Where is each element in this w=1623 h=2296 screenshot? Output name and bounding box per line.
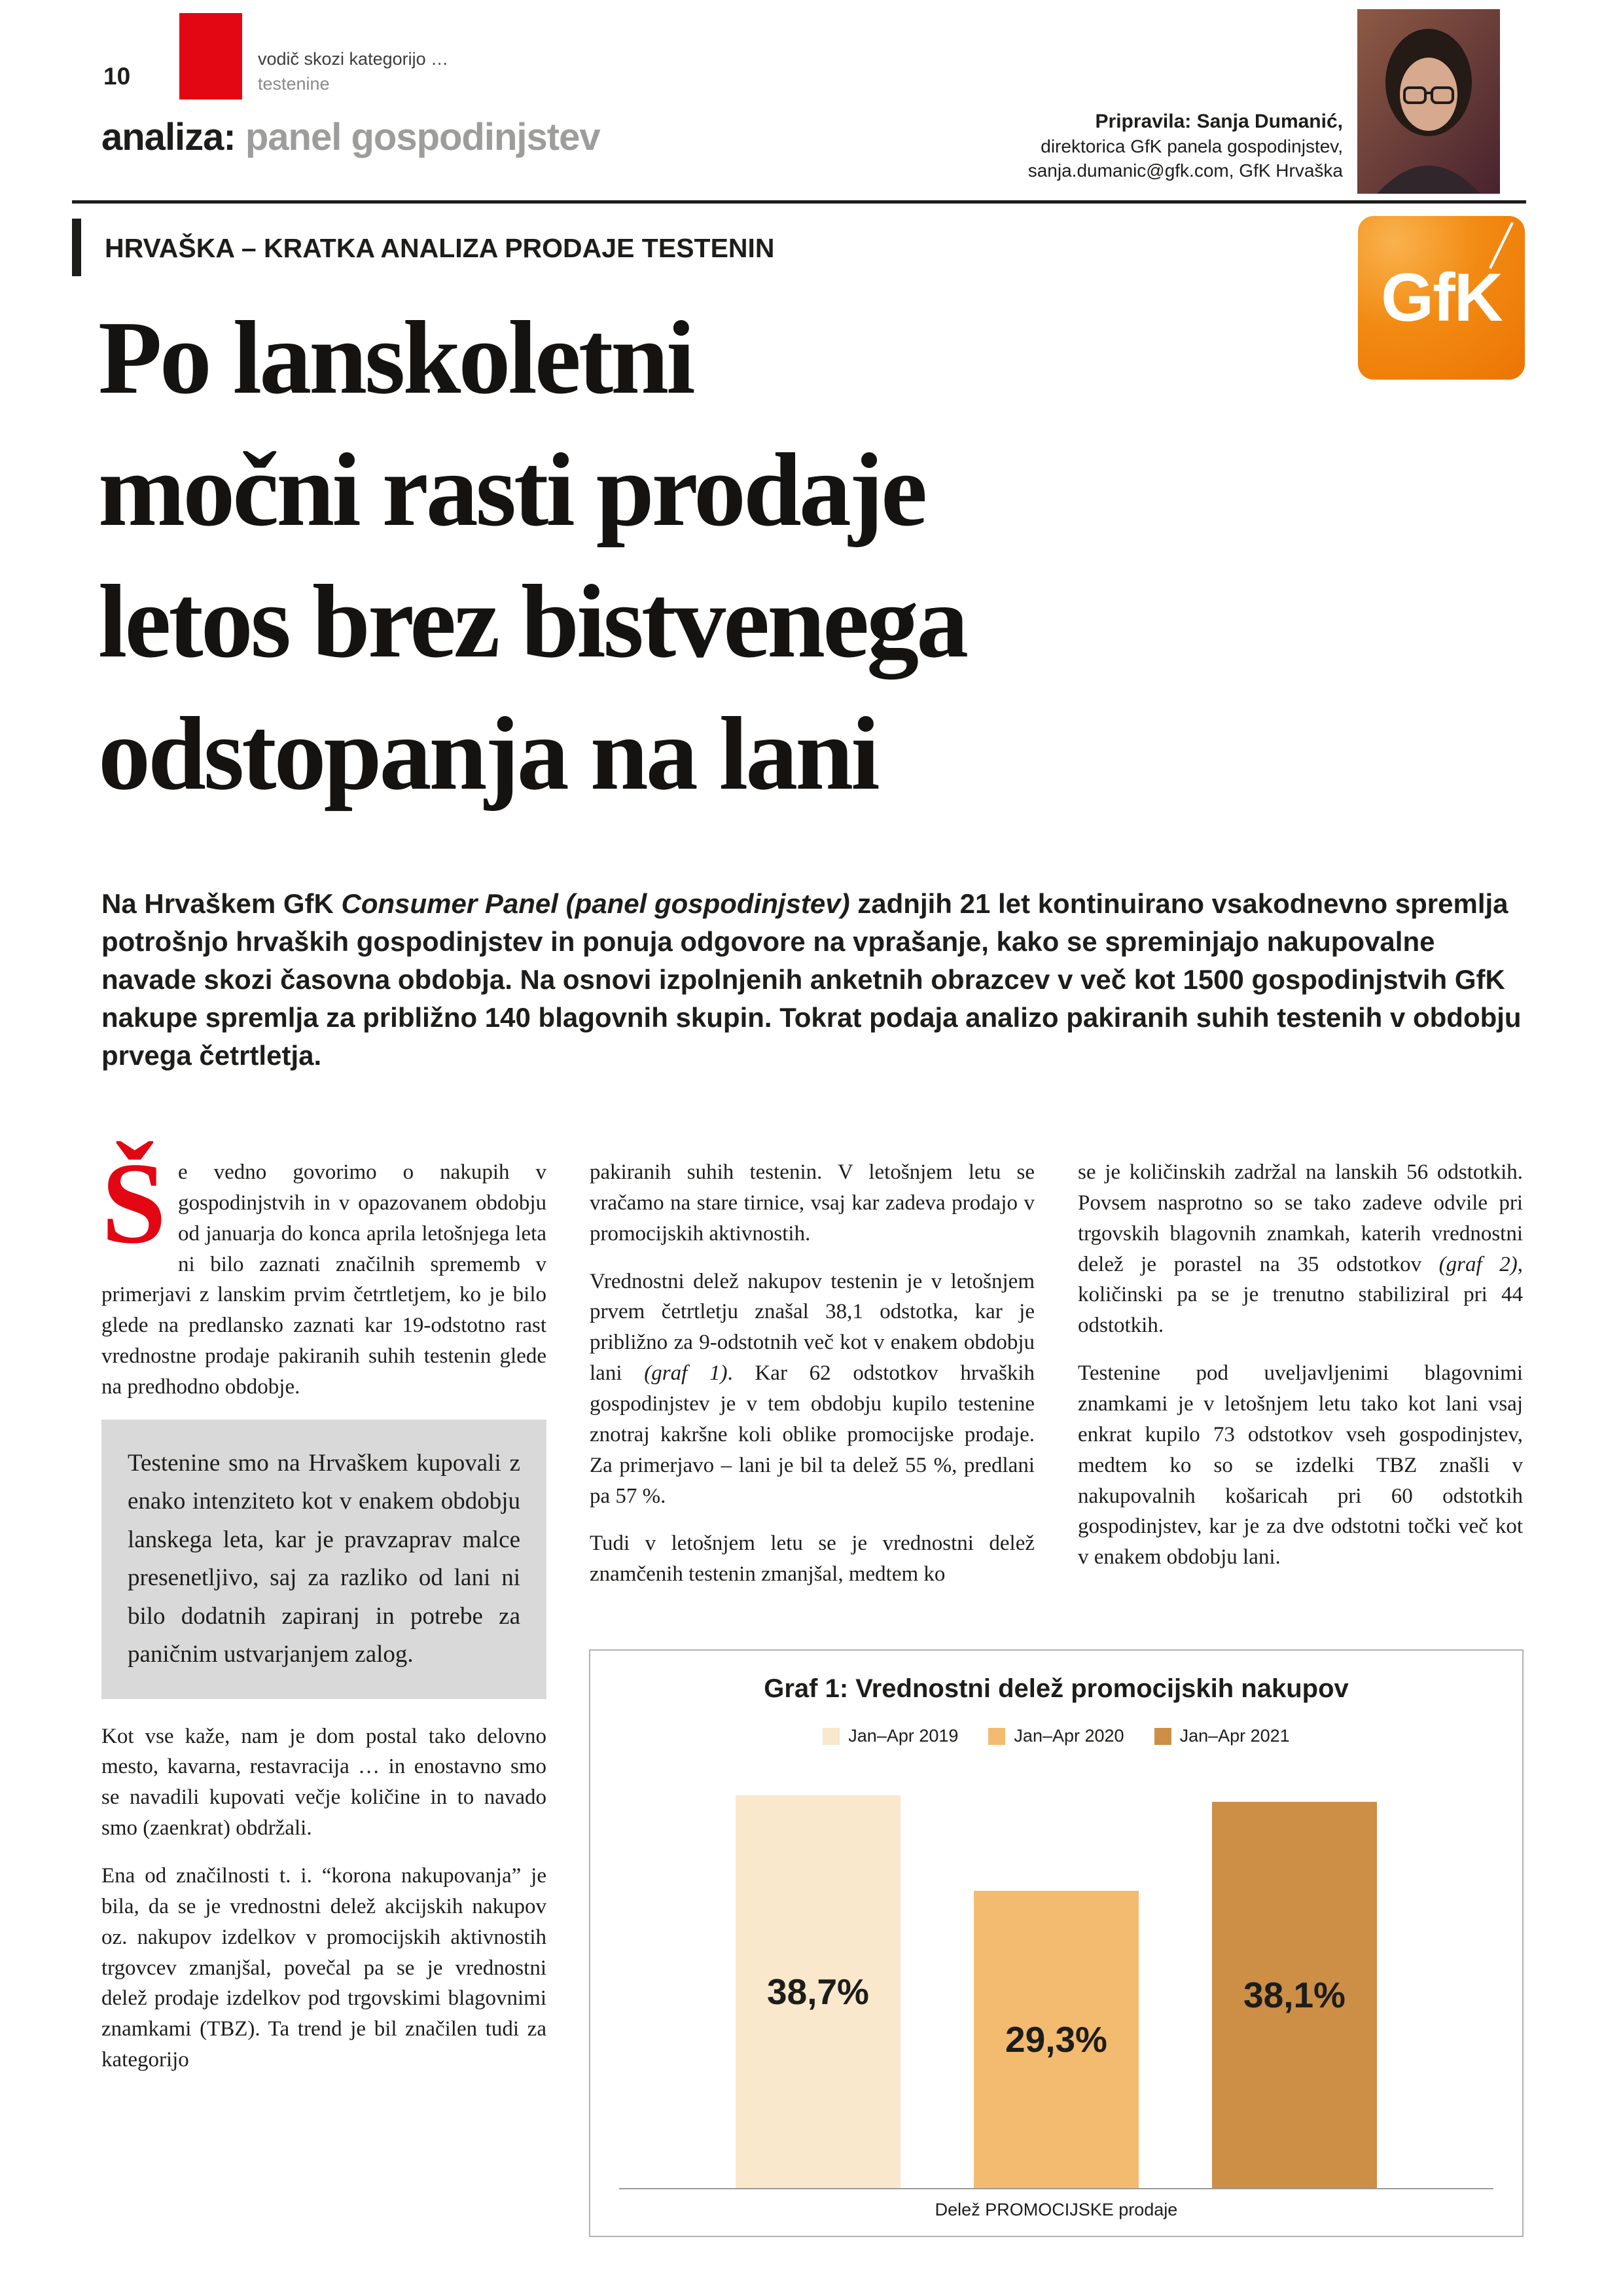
legend-swatch-icon: [1154, 1728, 1171, 1745]
legend-swatch-icon: [823, 1728, 840, 1745]
lead-italic-text: Consumer Panel (panel gospodinjstev): [341, 888, 850, 919]
legend-item: [988, 1726, 1124, 1746]
body-paragraph: pakiranih suhih testenin. V letošnjem letu se vračamo na stare tirnice, vsaj kar zadeva prodajo v promocijskih aktivnostih.: [590, 1160, 1035, 1246]
author-portrait-illustration: [1357, 9, 1500, 194]
article-lead: [101, 885, 1527, 1075]
legend-label: Jan–Apr 2019: [848, 1726, 959, 1746]
category-kicker-line2: testenine: [258, 73, 330, 94]
chart-bar: [736, 1795, 901, 2188]
byline-role: direktorica GfK panela gospodinjstev,: [1041, 135, 1343, 156]
chart-bar: [974, 1891, 1139, 2188]
author-photo: [1357, 9, 1500, 194]
body-paragraph: Testenine pod uveljavljenimi blagovnimi znamkami je v letošnjem letu tako kot lani vsaj enkrat kupilo 73 odstotkov vseh gospodinjstev, medtem ko so se izdelki TBZ znašli v nakupovalnih košaricah pri 60 odstotkih gospodinjstev, kar je za dve odstotni točki več kot v enakem obdobju lani.: [1078, 1361, 1523, 1570]
legend-label: Jan–Apr 2020: [1014, 1726, 1124, 1746]
chart-bar: [1212, 1802, 1377, 2188]
bar-value-label: 38,1%: [1243, 1974, 1346, 2015]
header-divider: [72, 200, 1526, 204]
paragraph-italic-text: (graf 1): [644, 1361, 728, 1386]
dropcap: Š: [101, 1138, 166, 1268]
page-number: 10: [103, 63, 131, 90]
pull-quote: Testenine smo na Hrvaškem kupovali z enako intenziteto kot v enakem obdobju lanskega leta, kar je pravzaprav malce presenetljivo, saj za razliko od lani ni bilo dodatnih zapiranj in potrebe za paničnim ustvarjanjem zalog.: [101, 1420, 546, 1699]
byline-author: Pripravila: Sanja Dumanić,: [1095, 111, 1343, 132]
section-title-main: analiza:: [101, 116, 236, 158]
paragraph-text: , količinski pa se je trenutno stabiliziral pri 44 odstotkih.: [1078, 1252, 1523, 1338]
chart-plot-area: [619, 1762, 1493, 2189]
body-paragraph: Kot vse kaže, nam je dom postal tako delovno mesto, kavarna, restavracija … in enostavno smo se navadili kupovati večje količine in to navado smo (zaenkrat) obdržali.: [101, 1724, 546, 1840]
kicker-accent-bar: [72, 219, 81, 276]
lead-text: zadnjih 21 let kontinuirano vsakodnevno spremlja potrošnjo hrvaških gospodinjstev in ponuja odgovore na vprašanje, kako se spreminjajo nakupovalne navade skozi časovna obdobja. Na osnovi izpolnjenih anketnih obrazcev v več kot 1500 gospodinjstvih GfK nakupe spremlja za približno 140 blagovnih skupin. Tokrat podaja analizo pakiranih suhih testenih v obdobju prvega četrtletja.: [101, 888, 1522, 1071]
bar-value-label: 38,7%: [767, 1971, 869, 2013]
paragraph-text: Vrednostni delež nakupov testenin je v letošnjem prvem četrtletju znašal 38,1 odstotka, kar je približno za 9-odstotnih več kot v enakem obdobju lani: [590, 1269, 1035, 1386]
legend-item: [1154, 1726, 1290, 1746]
bar-chart-graf1: [589, 1649, 1524, 2237]
headline-line: letos brez bistvenega: [98, 563, 967, 680]
body-paragraph: Tudi v letošnjem letu se je vrednostni delež znamčenih testenin zmanjšal, medtem ko: [590, 1532, 1035, 1587]
headline-line: odstopanja na lani: [98, 694, 878, 812]
body-paragraph: Ena od značilnosti t. i. “korona nakupovanja” je bila, da se je vrednostni delež akcijskih nakupov oz. nakupov izdelkov v promocijskih aktivnostih trgovcev zmanjšal, povečal pa se je vrednostni delež prodaje izdelkov pod trgovskimi blagovnimi znamkami (TBZ). Ta trend je bil značilen tudi za kategorijo: [101, 1864, 546, 2072]
category-kicker: [258, 47, 448, 97]
category-kicker-line1: vodič skozi kategorijo …: [258, 49, 449, 69]
headline-line: Po lanskoletni: [98, 299, 693, 416]
article-kicker: HRVAŠKA – KRATKA ANALIZA PRODAJE TESTENIN: [105, 233, 775, 263]
column-1: [101, 1138, 546, 2092]
legend-swatch-icon: [988, 1728, 1005, 1745]
legend-item: [823, 1726, 958, 1746]
paragraph-text: se je količinskih zadržal na lanskih 56 odstotkih. Povsem nasprotno so se tako zadeve odvile pri trgovskih blagovnih znamkah, katerih vrednostni delež je porastel na 35 odstotkov: [1078, 1160, 1523, 1276]
section-title-sub: panel gospodinjstev: [235, 116, 600, 158]
headline-line: močni rasti prodaje: [98, 431, 925, 548]
section-title: [101, 115, 600, 159]
magazine-brand-block: [179, 13, 242, 99]
article-headline: [98, 292, 1407, 819]
paragraph-text: e vedno govorimo o nakupih v gospodinjstvih in v opazovanem obdobju od januarja do konca aprila letošnjega leta ni bilo zaznati značilnih sprememb v primerjavi z lanskim prvim četrtletjem, ko je bilo glede na predlansko zaznati kar 19-odstotno rast vrednostne prodaje pakiranih suhih testenin glede na predhodno obdobje.: [101, 1160, 546, 1399]
body-paragraph: [101, 1138, 546, 1403]
body-paragraph: [1078, 1157, 1523, 1341]
gfk-logo-text: GfK: [1381, 259, 1502, 336]
legend-label: Jan–Apr 2021: [1179, 1726, 1290, 1746]
body-paragraph: [590, 1266, 1035, 1512]
byline-contact: sanja.dumanic@gfk.com, GfK Hrvaška: [1027, 160, 1343, 181]
paragraph-italic-text: (graf 2): [1438, 1252, 1518, 1276]
lead-text: Na Hrvaškem GfK: [101, 888, 342, 919]
byline: [1028, 109, 1343, 183]
chart-x-axis-label: Delež PROMOCIJSKE prodaje: [935, 2200, 1178, 2219]
chart-legend: [823, 1726, 1289, 1746]
chart-title: Graf 1: Vrednostni delež promocijskih nakupov: [764, 1674, 1349, 1703]
bar-value-label: 29,3%: [1005, 2018, 1107, 2060]
paragraph-text: . Kar 62 odstotkov hrvaških gospodinjstev je v tem obdobju kupilo testenine znotraj kakršne koli oblike promocijske prodaje. Za primerjavo – lani je bil ta delež 55 %, predlani pa 57 %.: [590, 1361, 1035, 1508]
